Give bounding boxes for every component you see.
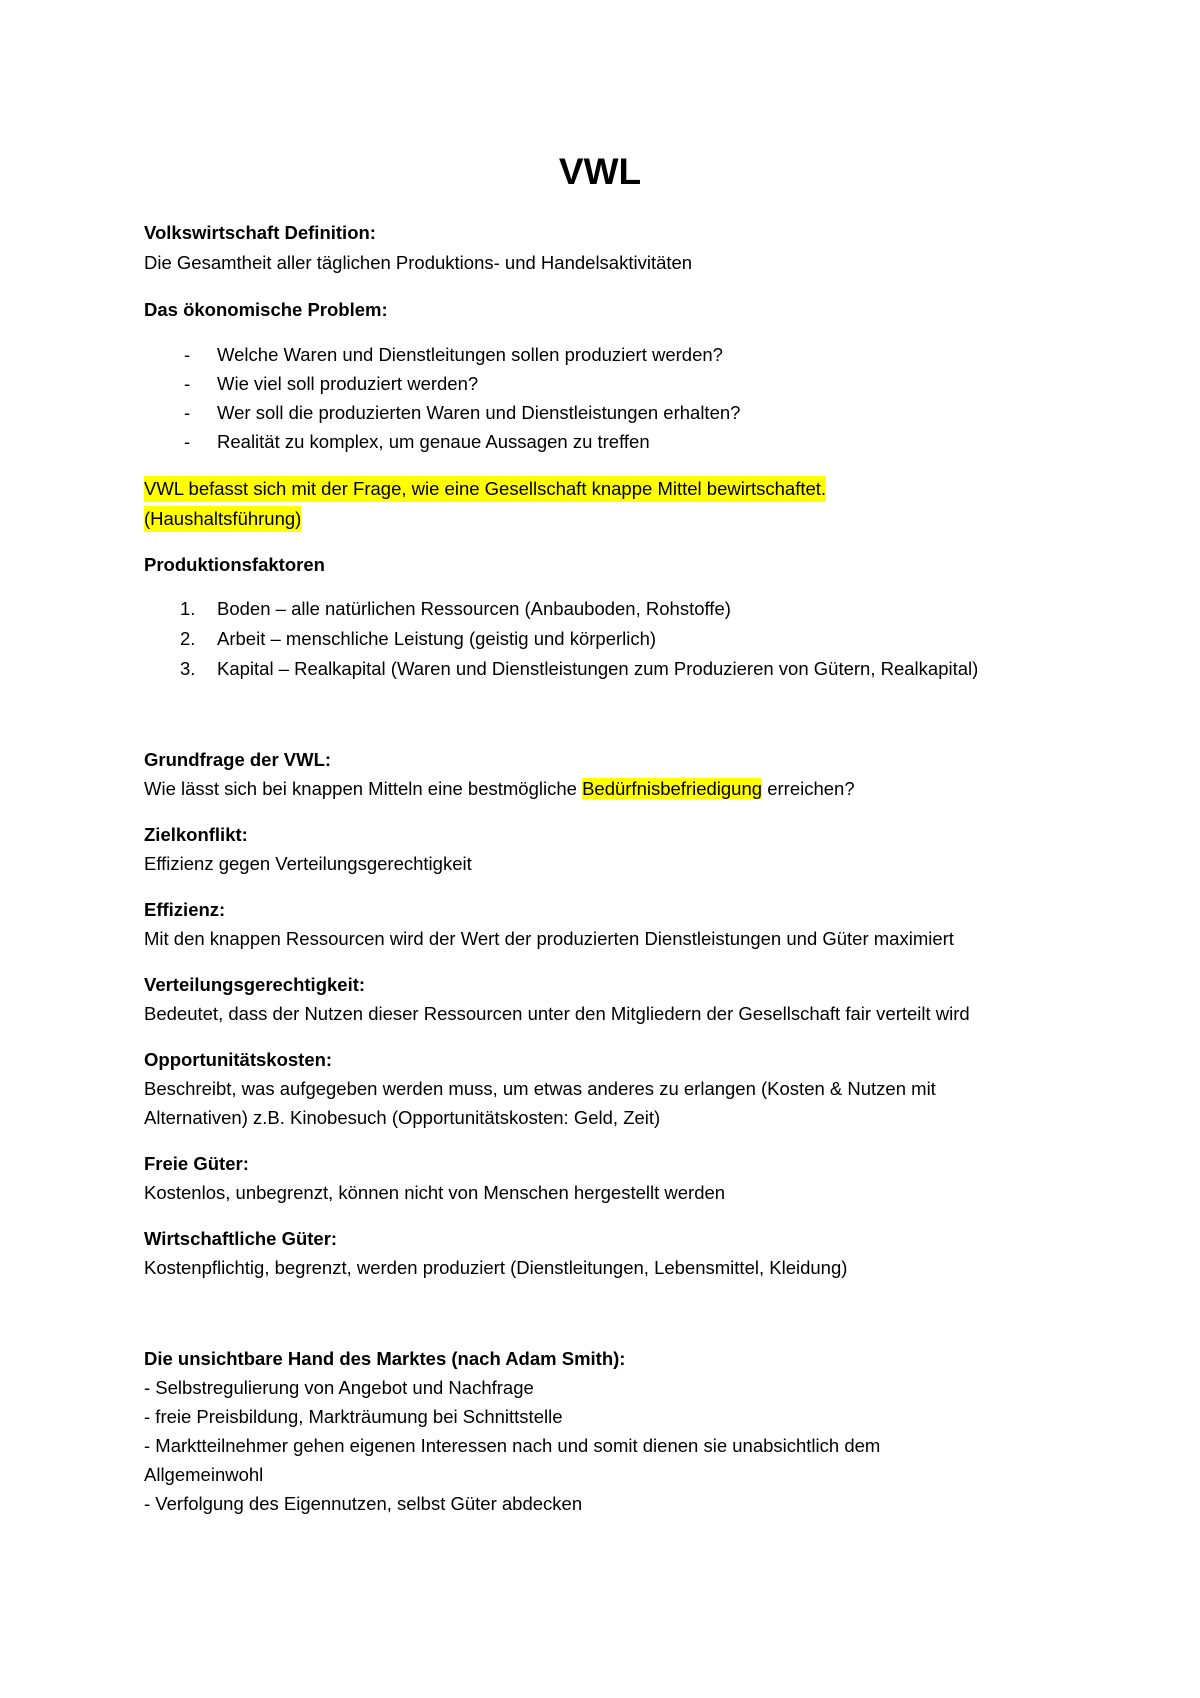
freie-gueter-heading: Freie Güter:	[144, 1153, 249, 1174]
definition-heading: Volkswirtschaft Definition:	[144, 222, 376, 243]
document-title: VWL	[558, 151, 642, 192]
hand-line: Allgemeinwohl	[144, 1464, 264, 1485]
problem-item: Realität zu komplex, um genaue Aussagen zu treffen	[217, 431, 650, 452]
hand-line: - Selbstregulierung von Angebot und Nachfrage	[144, 1377, 534, 1398]
problem-item: Wer soll die produzierten Waren und Dienstleistungen erhalten?	[217, 402, 741, 423]
problem-bullet: -	[184, 373, 191, 394]
hand-line: - freie Preisbildung, Markträumung bei Schnittstelle	[144, 1406, 563, 1427]
zielkonflikt-heading: Zielkonflikt:	[144, 824, 248, 845]
opportunity-text-continued: Alternativen) z.B. Kinobesuch (Opportunitätskosten: Geld, Zeit)	[144, 1107, 661, 1128]
freie-gueter-text: Kostenlos, unbegrenzt, können nicht von Menschen hergestellt werden	[144, 1182, 726, 1203]
hand-line: - Marktteilnehmer gehen eigenen Interessen nach und somit dienen sie unabsichtlich dem	[144, 1435, 881, 1456]
effizienz-heading: Effizienz:	[144, 899, 226, 920]
verteilung-text: Bedeutet, dass der Nutzen dieser Ressourcen unter den Mitgliedern der Gesellschaft fair verteilt wird	[144, 1003, 970, 1024]
hand-heading: Die unsichtbare Hand des Marktes (nach Adam Smith):	[144, 1348, 626, 1369]
problem-bullet: -	[184, 402, 191, 423]
definition-text: Die Gesamtheit aller täglichen Produktions- und Handelsaktivitäten	[144, 252, 693, 273]
grundfrage-text-end: erreichen?	[762, 778, 855, 799]
factor-item: Kapital – Realkapital (Waren und Dienstleistungen zum Produzieren von Gütern, Realkapital)	[217, 658, 979, 679]
grundfrage-text	[144, 776, 855, 802]
problem-item: Welche Waren und Dienstleitungen sollen produziert werden?	[217, 344, 723, 365]
highlighted-statement-continued: (Haushaltsführung)	[144, 506, 301, 532]
wirtschaftliche-gueter-heading: Wirtschaftliche Güter:	[144, 1228, 338, 1249]
factors-heading: Produktionsfaktoren	[144, 554, 325, 575]
highlighted-statement: VWL befasst sich mit der Frage, wie eine Gesellschaft knappe Mittel bewirtschaftet.	[144, 476, 826, 502]
grundfrage-text-start: Wie lässt sich bei knappen Mitteln eine bestmögliche	[144, 778, 583, 799]
wirtschaftliche-gueter-text: Kostenpflichtig, begrenzt, werden produziert (Dienstleitungen, Lebensmittel, Kleidung)	[144, 1257, 848, 1278]
verteilung-heading: Verteilungsgerechtigkeit:	[144, 974, 366, 995]
problem-bullet: -	[184, 344, 191, 365]
hand-line: - Verfolgung des Eigennutzen, selbst Güter abdecken	[144, 1493, 583, 1514]
effizienz-text: Mit den knappen Ressourcen wird der Wert der produzierten Dienstleistungen und Güter maximiert	[144, 928, 954, 949]
factor-item: Arbeit – menschliche Leistung (geistig und körperlich)	[217, 628, 657, 649]
problem-heading: Das ökonomische Problem:	[144, 299, 388, 320]
problem-bullet: -	[184, 431, 191, 452]
grundfrage-heading: Grundfrage der VWL:	[144, 749, 332, 770]
zielkonflikt-text: Effizienz gegen Verteilungsgerechtigkeit	[144, 853, 472, 874]
opportunity-text: Beschreibt, was aufgegeben werden muss, um etwas anderes zu erlangen (Kosten & Nutzen mit	[144, 1078, 936, 1099]
factor-item: Boden – alle natürlichen Ressourcen (Anbauboden, Rohstoffe)	[217, 598, 731, 619]
factor-number: 1.	[180, 598, 196, 619]
problem-item: Wie viel soll produziert werden?	[217, 373, 479, 394]
grundfrage-highlight: Bedürfnisbefriedigung	[582, 778, 763, 799]
factor-number: 3.	[180, 658, 196, 679]
factor-number: 2.	[180, 628, 196, 649]
opportunity-heading: Opportunitätskosten:	[144, 1049, 333, 1070]
